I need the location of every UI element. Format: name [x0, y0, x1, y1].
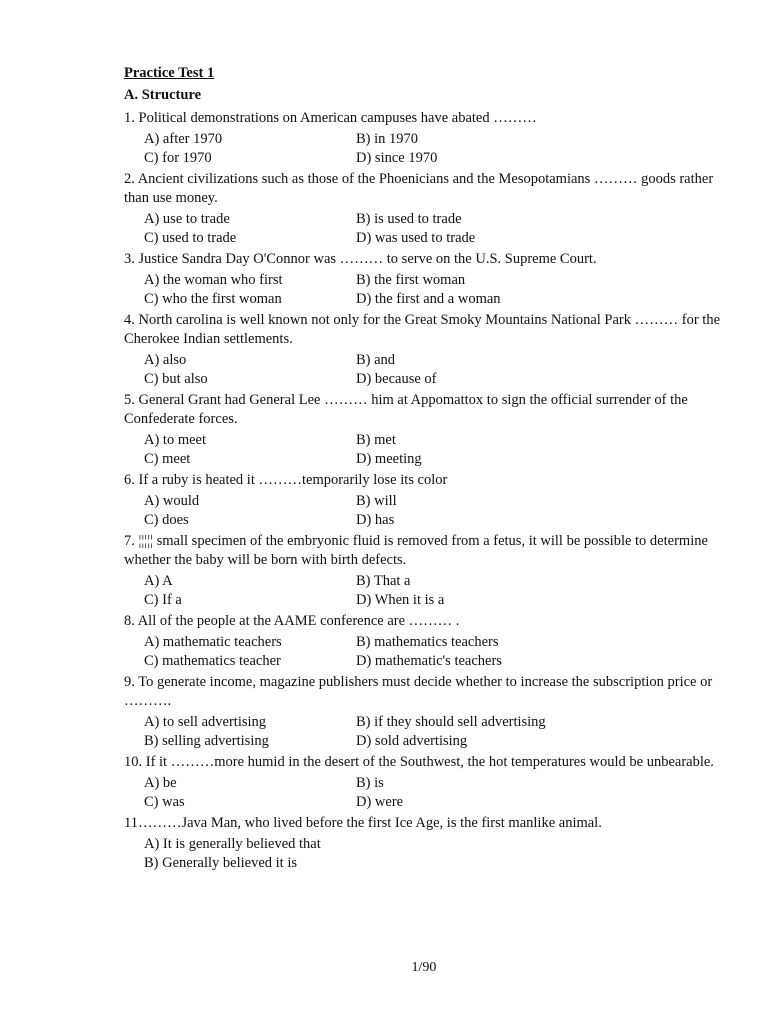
option-d: D) was used to trade [356, 229, 476, 246]
option-b: B) mathematics teachers [356, 634, 499, 650]
option-c: C) If a [144, 591, 182, 608]
question-5 [124, 391, 724, 468]
option-d: D) sold advertising [356, 732, 468, 749]
option-a: A) be [144, 775, 177, 791]
option-d: D) were [356, 793, 404, 810]
option-c: C) mathematics teacher [144, 652, 281, 669]
option-b: B) and [356, 352, 396, 368]
option-c: C) but also [144, 370, 208, 387]
question-8 [124, 612, 724, 670]
option-b-second: B) selling advertising [144, 732, 269, 749]
question-3 [124, 250, 724, 308]
option-b: B) will [356, 493, 397, 509]
question-text: 11………Java Man, who lived before the first Ice Age, is the first manlike animal. [124, 815, 602, 831]
answer-options [144, 572, 724, 609]
answer-options [144, 835, 724, 872]
option-c: C) meet [144, 450, 191, 467]
question-6 [124, 471, 724, 529]
option-a: A) after 1970 [144, 131, 223, 147]
question-text: 2. Ancient civilizations such as those of the Phoenicians and the Mesopotamians ……… goods rather than use money. [124, 171, 714, 206]
answer-options [144, 633, 724, 670]
option-c: C) does [144, 511, 189, 528]
answer-options [144, 774, 724, 811]
question-text: 8. All of the people at the AAME conference are ……… . [124, 613, 460, 629]
option-d: D) because of [356, 370, 437, 387]
option-a: A) use to trade [144, 211, 230, 227]
option-a: A) It is generally believed that [144, 836, 321, 852]
option-d: D) the first and a woman [356, 290, 501, 307]
question-4 [124, 311, 724, 388]
option-c: C) used to trade [144, 229, 237, 246]
question-1 [124, 109, 724, 167]
option-c: C) was [144, 793, 185, 810]
answer-options [144, 713, 724, 750]
page-number: 1/90 [411, 960, 437, 975]
option-a: A) to sell advertising [144, 714, 267, 730]
question-text: 6. If a ruby is heated it ………temporarily lose its color [124, 472, 448, 488]
option-d: D) since 1970 [356, 149, 438, 166]
question-11 [124, 814, 724, 872]
option-c: C) who the first woman [144, 290, 282, 307]
answer-options [144, 271, 724, 308]
question-10 [124, 753, 724, 811]
option-d: D) When it is a [356, 591, 445, 608]
option-a: A) the woman who first [144, 272, 283, 288]
question-text: 4. North carolina is well known not only for the Great Smoky Mountains National Park ……… for the Cherokee Indian settlements. [124, 312, 721, 347]
test-page [124, 62, 724, 875]
option-a: A) mathematic teachers [144, 634, 282, 650]
question-2 [124, 170, 724, 247]
option-d: D) meeting [356, 450, 422, 467]
question-text: 1. Political demonstrations on American campuses have abated ……… [124, 110, 537, 126]
option-d: D) has [356, 511, 395, 528]
answer-options [144, 210, 724, 247]
option-a: A) A [144, 573, 173, 589]
option-d: D) mathematic's teachers [356, 652, 502, 669]
answer-options [144, 130, 724, 167]
section-heading: A. Structure [124, 87, 202, 103]
option-b: B) if they should sell advertising [356, 714, 546, 730]
question-9 [124, 673, 724, 750]
option-b: B) the first woman [356, 272, 466, 288]
question-text: 3. Justice Sandra Day O'Connor was ……… to serve on the U.S. Supreme Court. [124, 251, 597, 267]
option-a: A) would [144, 493, 200, 509]
answer-options [144, 492, 724, 529]
option-b: B) is [356, 775, 384, 791]
answer-options [144, 431, 724, 468]
question-text: 5. General Grant had General Lee ……… him at Appomattox to sign the official surrender of the Confederate forces. [124, 392, 688, 427]
option-a: A) also [144, 352, 187, 368]
option-b: B) met [356, 432, 396, 448]
option-b: B) That a [356, 573, 411, 589]
answer-options [144, 351, 724, 388]
question-text: 7. ¦¦¦¦¦ small specimen of the embryonic fluid is removed from a fetus, it will be possible to determine whether the baby will be born with birth defects. [124, 533, 708, 568]
option-c: C) for 1970 [144, 149, 212, 166]
option-b: B) is used to trade [356, 211, 462, 227]
question-text: 10. If it ………more humid in the desert of the Southwest, the hot temperatures would be unbearable. [124, 754, 714, 770]
option-a: A) to meet [144, 432, 207, 448]
option-b: B) in 1970 [356, 131, 419, 147]
question-7 [124, 532, 724, 609]
question-text: 9. To generate income, magazine publishers must decide whether to increase the subscription price or ………. [124, 674, 713, 709]
option-b: B) Generally believed it is [144, 854, 298, 871]
page-title: Practice Test 1 [124, 65, 215, 81]
